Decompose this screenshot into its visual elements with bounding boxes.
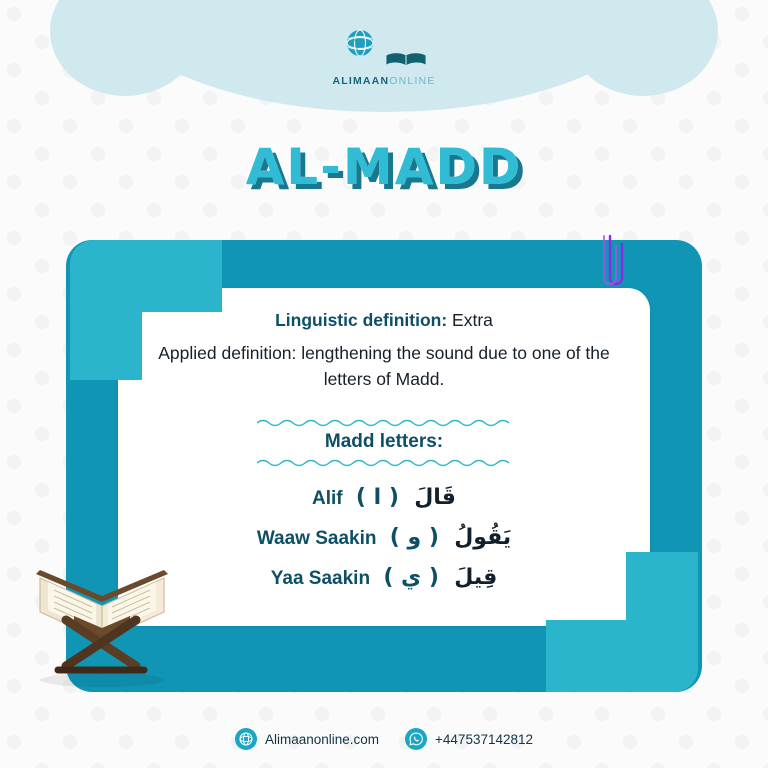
- footer: [0, 728, 768, 750]
- page-title: AL-MADD: [245, 138, 523, 196]
- letter-example: قَالَ: [414, 485, 456, 511]
- footer-website[interactable]: [235, 728, 379, 750]
- footer-website-text: Alimaanonline.com: [264, 731, 380, 747]
- list-item: [136, 521, 632, 554]
- whatsapp-icon: [405, 728, 427, 750]
- wave-divider-top-icon: [257, 419, 511, 427]
- applied-definition-label: Applied definition:: [158, 343, 297, 364]
- linguistic-definition-label: Linguistic definition:: [275, 310, 448, 330]
- letter-example: يَقُولُ: [454, 525, 512, 551]
- brand-logo: [304, 26, 464, 87]
- letter-arabic: ( ا ): [355, 485, 399, 511]
- madd-letters-heading: Madd letters:: [324, 431, 444, 453]
- letter-arabic: ( و ): [389, 525, 439, 551]
- letter-name: Waaw Saakin: [256, 528, 377, 550]
- globe-icon: [235, 728, 257, 750]
- scallop-left-vertical: [70, 240, 142, 380]
- list-item: [136, 481, 632, 514]
- quran-on-stand-icon: [18, 520, 188, 690]
- wave-divider-bottom-icon: [257, 459, 511, 467]
- scallop-right-vertical: [626, 552, 698, 692]
- letter-name: Yaa Saakin: [270, 568, 371, 590]
- brand-suffix: ONLINE: [389, 75, 436, 87]
- applied-definition-value: lengthening the sound due to one of the letters of Madd.: [301, 343, 610, 390]
- letter-arabic: ( ي ): [383, 565, 439, 591]
- madd-letters-heading-wrap: [257, 419, 511, 467]
- lesson-content: [136, 308, 632, 601]
- letter-name: Alif: [312, 488, 343, 510]
- open-book-icon: [384, 52, 428, 68]
- footer-phone-text: +447537142812: [435, 731, 534, 747]
- paperclip-icon: [596, 232, 630, 296]
- globe-icon: [340, 26, 380, 66]
- madd-letters-list: [136, 481, 632, 594]
- list-item: [136, 561, 632, 594]
- applied-definition: [136, 341, 632, 393]
- linguistic-definition-value: Extra: [452, 310, 493, 330]
- footer-phone[interactable]: [405, 728, 533, 750]
- brand-wordmark: [304, 75, 464, 87]
- linguistic-definition: [136, 308, 632, 333]
- letter-example: قِيلَ: [454, 565, 498, 591]
- brand-name: ALIMAAN: [332, 75, 390, 87]
